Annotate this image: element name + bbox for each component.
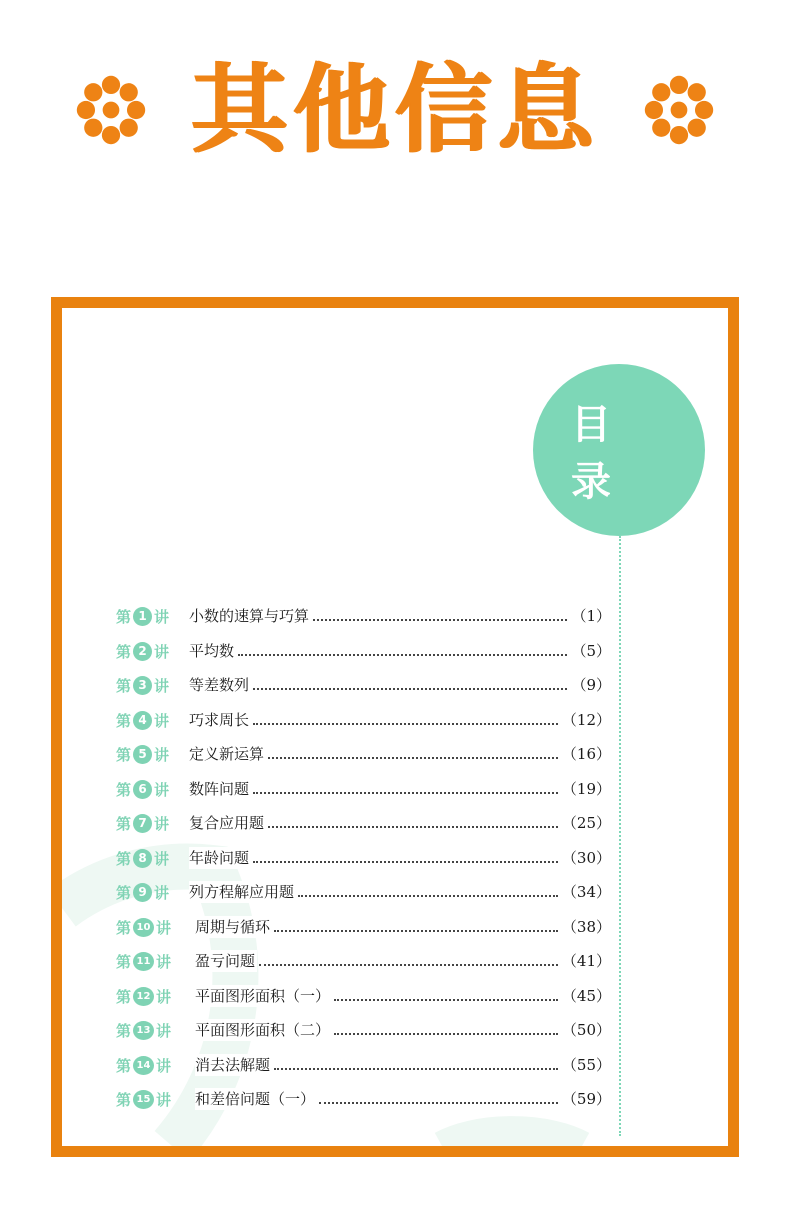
- lecture-label: [116, 1020, 171, 1040]
- lecture-number-badge: 5: [133, 745, 152, 764]
- toc-entry[interactable]: [62, 1054, 728, 1076]
- toc-entry[interactable]: [62, 640, 728, 662]
- lecture-label: [116, 917, 171, 937]
- dot-leader: [268, 757, 558, 759]
- page-title: 其他信息: [191, 54, 599, 166]
- lecture-number-badge: 2: [133, 642, 152, 661]
- lecture-prefix: 第: [116, 642, 132, 661]
- lecture-label: [116, 779, 169, 799]
- lecture-label: [116, 1089, 171, 1109]
- lecture-prefix: 第: [116, 883, 132, 902]
- dot-leader: [319, 1102, 558, 1104]
- toc-entry[interactable]: [62, 743, 728, 765]
- toc-entry-title: 列方程解应用题: [189, 883, 295, 901]
- toc-entry-title: 复合应用题: [189, 814, 265, 832]
- toc-entry-title: 等差数列: [189, 676, 250, 694]
- dot-leader: [253, 861, 558, 863]
- toc-entry-page: （55）: [561, 1056, 611, 1074]
- toc-entry-page: （5）: [571, 642, 611, 660]
- lecture-number-badge: 6: [133, 780, 152, 799]
- toc-entry-title: 年龄问题: [189, 849, 250, 867]
- dot-leader: [274, 930, 558, 932]
- toc-entry[interactable]: [62, 847, 728, 869]
- lecture-label: [116, 675, 169, 695]
- lecture-label: [116, 848, 169, 868]
- lecture-prefix: 第: [116, 711, 132, 730]
- toc-entry-page: （9）: [571, 676, 611, 694]
- lecture-prefix: 第: [116, 676, 132, 695]
- dot-leader: [253, 688, 567, 690]
- lecture-number-badge: 9: [133, 883, 152, 902]
- toc-entry[interactable]: [62, 709, 728, 731]
- lecture-label: [116, 1055, 171, 1075]
- dot-leader: [334, 999, 558, 1001]
- lecture-suffix: 讲: [156, 1056, 172, 1075]
- lecture-number-badge: 11: [133, 952, 154, 971]
- lecture-suffix: 讲: [154, 607, 170, 626]
- toc-entry-page: （19）: [561, 780, 611, 798]
- toc-entry-page: （50）: [561, 1021, 611, 1039]
- toc-entry[interactable]: [62, 1019, 728, 1041]
- lecture-suffix: 讲: [154, 814, 170, 833]
- lecture-label: [116, 986, 171, 1006]
- toc-entry[interactable]: [62, 674, 728, 696]
- toc-entry[interactable]: [62, 985, 728, 1007]
- toc-entry-title: 盈亏问题: [195, 952, 256, 970]
- lecture-prefix: 第: [116, 849, 132, 868]
- toc-entry-page: （12）: [561, 711, 611, 729]
- lecture-number-badge: 1: [133, 607, 152, 626]
- dot-leader: [259, 964, 558, 966]
- toc-entry-title: 平均数: [189, 642, 235, 660]
- lecture-suffix: 讲: [156, 987, 172, 1006]
- lecture-prefix: 第: [116, 1090, 132, 1109]
- lecture-prefix: 第: [116, 918, 132, 937]
- dot-leader: [274, 1068, 558, 1070]
- toc-list: [62, 308, 728, 1146]
- toc-entry[interactable]: [62, 605, 728, 627]
- toc-entry-title: 平面图形面积（二）: [195, 1021, 331, 1039]
- toc-entry-page: （38）: [561, 918, 611, 936]
- toc-entry[interactable]: [62, 881, 728, 903]
- lecture-number-badge: 8: [133, 849, 152, 868]
- lecture-label: [116, 951, 171, 971]
- toc-entry-title: 小数的速算与巧算: [189, 607, 310, 625]
- lecture-prefix: 第: [116, 1021, 132, 1040]
- toc-entry-page: （1）: [571, 607, 611, 625]
- lecture-suffix: 讲: [154, 676, 170, 695]
- lecture-number-badge: 4: [133, 711, 152, 730]
- lecture-prefix: 第: [116, 814, 132, 833]
- lecture-suffix: 讲: [156, 1090, 172, 1109]
- toc-entry-title: 和差倍问题（一）: [195, 1090, 316, 1108]
- lecture-prefix: 第: [116, 1056, 132, 1075]
- toc-entry[interactable]: [62, 950, 728, 972]
- dot-leader: [298, 895, 558, 897]
- toc-entry-title: 巧求周长: [189, 711, 250, 729]
- lecture-suffix: 讲: [154, 780, 170, 799]
- lecture-suffix: 讲: [154, 642, 170, 661]
- toc-entry[interactable]: [62, 812, 728, 834]
- lecture-number-badge: 13: [133, 1021, 154, 1040]
- lecture-suffix: 讲: [156, 1021, 172, 1040]
- dot-leader: [313, 619, 567, 621]
- lecture-suffix: 讲: [156, 952, 172, 971]
- lecture-suffix: 讲: [154, 883, 170, 902]
- dot-leader: [334, 1033, 558, 1035]
- lecture-number-badge: 7: [133, 814, 152, 833]
- lecture-label: [116, 813, 169, 833]
- lecture-number-badge: 14: [133, 1056, 154, 1075]
- toc-entry-page: （25）: [561, 814, 611, 832]
- lecture-label: [116, 641, 169, 661]
- toc-entry[interactable]: [62, 916, 728, 938]
- dot-leader: [253, 792, 558, 794]
- toc-entry-title: 平面图形面积（一）: [195, 987, 331, 1005]
- flower-icon: [73, 72, 149, 148]
- lecture-suffix: 讲: [156, 918, 172, 937]
- lecture-label: [116, 744, 169, 764]
- toc-entry-title: 定义新运算: [189, 745, 265, 763]
- lecture-suffix: 讲: [154, 711, 170, 730]
- page-header: [0, 55, 790, 165]
- lecture-number-badge: 10: [133, 918, 154, 937]
- toc-entry-page: （41）: [561, 952, 611, 970]
- toc-entry-page: （30）: [561, 849, 611, 867]
- toc-entry[interactable]: [62, 778, 728, 800]
- toc-entry-title: 数阵问题: [189, 780, 250, 798]
- toc-heading: 目录: [571, 402, 649, 505]
- dot-leader: [268, 826, 558, 828]
- lecture-prefix: 第: [116, 607, 132, 626]
- lecture-prefix: 第: [116, 952, 132, 971]
- lecture-label: [116, 606, 169, 626]
- toc-entry-page: （16）: [561, 745, 611, 763]
- toc-entry[interactable]: [62, 1088, 728, 1110]
- toc-entry-title: 消去法解题: [195, 1056, 271, 1074]
- lecture-number-badge: 12: [133, 987, 154, 1006]
- toc-entry-page: （45）: [561, 987, 611, 1005]
- dot-leader: [238, 654, 567, 656]
- lecture-number-badge: 15: [133, 1090, 154, 1109]
- lecture-prefix: 第: [116, 745, 132, 764]
- flower-icon: [641, 72, 717, 148]
- toc-entry-page: （34）: [561, 883, 611, 901]
- toc-entry-page: （59）: [561, 1090, 611, 1108]
- lecture-prefix: 第: [116, 987, 132, 1006]
- lecture-prefix: 第: [116, 780, 132, 799]
- lecture-suffix: 讲: [154, 745, 170, 764]
- lecture-label: [116, 710, 169, 730]
- lecture-number-badge: 3: [133, 676, 152, 695]
- lecture-suffix: 讲: [154, 849, 170, 868]
- toc-frame: [51, 297, 739, 1157]
- dot-leader: [253, 723, 558, 725]
- lecture-label: [116, 882, 169, 902]
- toc-entry-title: 周期与循环: [195, 918, 271, 936]
